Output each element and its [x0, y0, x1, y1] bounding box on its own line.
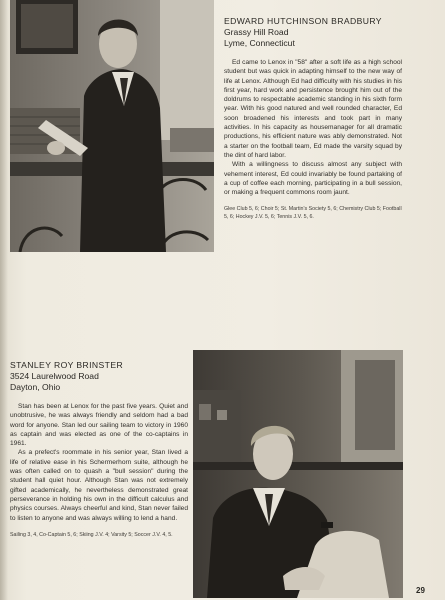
page-number: 29 [416, 586, 425, 595]
portrait-photo-brinster [193, 350, 403, 598]
student-address-city: Dayton, Ohio [10, 382, 61, 392]
student-address-city: Lyme, Connecticut [224, 38, 295, 48]
student-address-street: Grassy Hill Road [224, 27, 289, 37]
bio-paragraph: Ed came to Lenox in "58" after a soft life as a high school student but was quick in adapting himself to the new way of life at Lenox. Although Ed had difficulty with his studies in his first year, hard work and persistence brought him out of the doldrums to respectable academic standing in his sixth form year. With his good natured and well rounded character, Ed soon broadened his interests and took part in many activities. In his capacity as housemanager for all dramatic productions, his efficient nature was ably demonstrated. Not a starter on the football team, Ed made the varsity squad by the dint of hard labor. [224, 59, 402, 159]
portrait-photo-bradbury [10, 0, 214, 252]
student-activities: Glee Club 5, 6; Choir 5; St. Martin's Society 5, 6; Chemistry Club 5; Football 5, 6; Hockey J.V. 5, 6; Tennis J.V. 5, 6. [224, 206, 402, 221]
student-activities: Sailing 3, 4, Co-Captain 5, 6; Skiing J.V. 4; Varsity 5; Soccer J.V. 4, 5. [10, 531, 173, 538]
student-address-street: 3524 Laurelwood Road [10, 371, 99, 381]
student-name: EDWARD HUTCHINSON BRADBURY [224, 16, 382, 26]
bio-paragraph: Stan has been at Lenox for the past five years. Quiet and unobtrusive, he was always friendly and seldom had a bad word for anyone. Stan led our sailing team to victory in 1960 as captain and was elected as one of the co-captains in 1961. [10, 403, 188, 448]
student-biography [10, 402, 188, 523]
student-name: STANLEY ROY BRINSTER [10, 360, 124, 370]
bio-paragraph: With a willingness to discuss almost any subject with vehement interest, Ed could invariably be found partaking of a cup of coffee each morning, participating in a bull session, or making a frequent commons room jaunt. [224, 161, 402, 197]
student-entry-bradbury [224, 16, 402, 222]
student-entry-brinster [10, 360, 188, 539]
student-biography [224, 58, 402, 197]
bio-paragraph: As a prefect's roommate in his senior year, Stan lived a life of relative ease in his Schermerhorn suite, although he was often called on to quash a "bull session" during the student hall quiet hour. Although Stan was not extremely gifted academically, he nevertheless demonstrated great perseverance in holding his own in the difficult calculus and physics courses. Always cheerful and kind, Stan never failed to listen to anyone and was always willing to lend a hand. [10, 449, 188, 522]
page-gutter-shadow [0, 0, 8, 600]
